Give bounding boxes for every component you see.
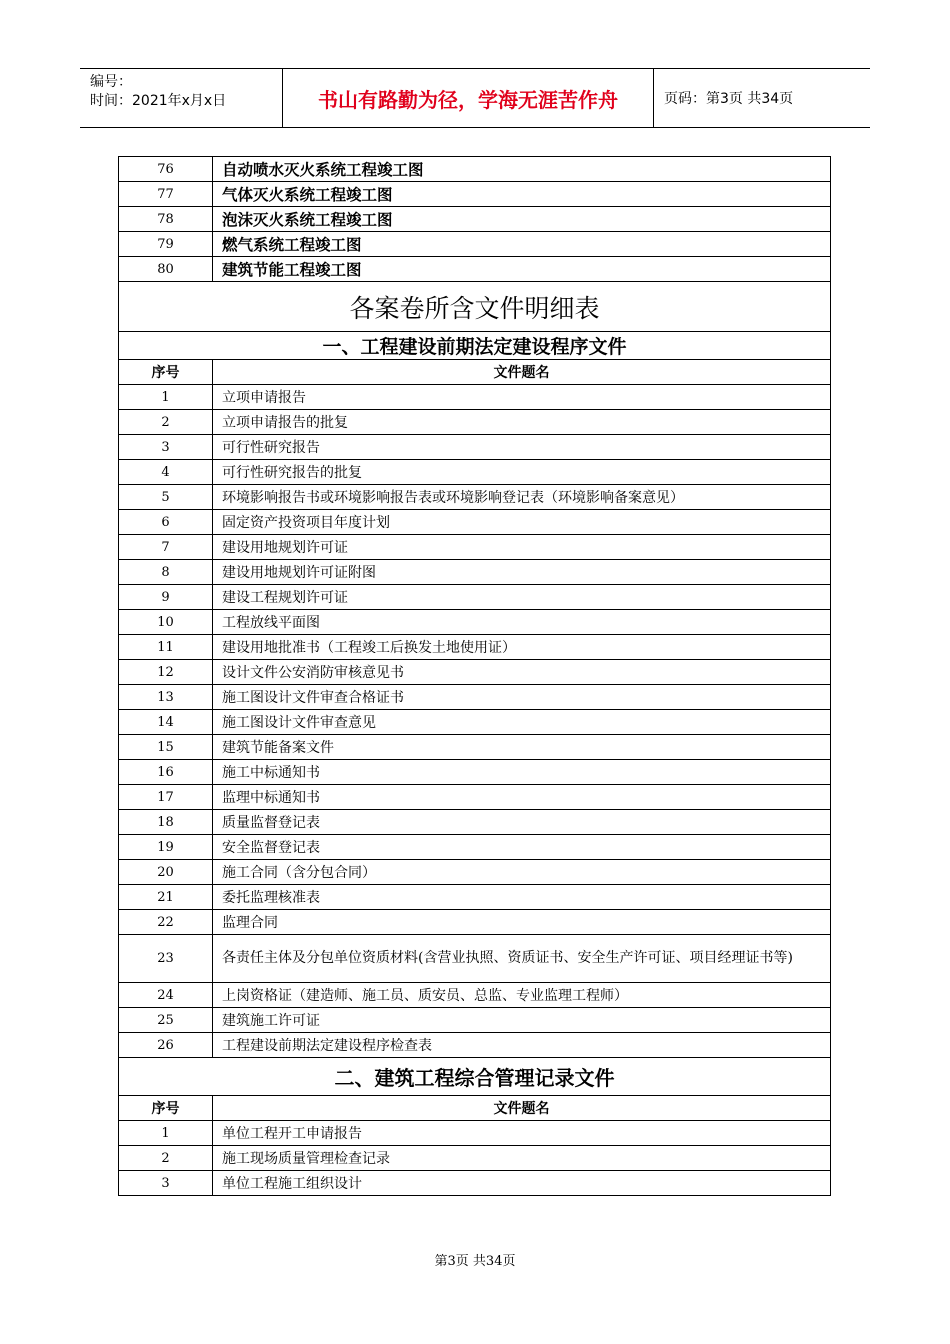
table-row (119, 410, 831, 435)
row-number: 17 (119, 785, 213, 810)
row-number: 3 (119, 1171, 213, 1196)
row-file-name: 建设用地规划许可证 (213, 535, 831, 560)
page-header (80, 68, 870, 128)
table-row (119, 1121, 831, 1146)
row-file-name: 建筑节能备案文件 (213, 735, 831, 760)
row-number: 26 (119, 1033, 213, 1058)
table-row (119, 385, 831, 410)
row-number: 10 (119, 610, 213, 635)
row-file-name: 气体灭火系统工程竣工图 (213, 182, 831, 207)
table-row (119, 535, 831, 560)
table-row (119, 635, 831, 660)
row-file-name: 自动喷水灭火系统工程竣工图 (213, 157, 831, 182)
table-row (119, 585, 831, 610)
file-list-body (119, 157, 831, 1196)
header-meta (80, 69, 282, 127)
row-file-name: 立项申请报告的批复 (213, 410, 831, 435)
row-file-name: 监理中标通知书 (213, 785, 831, 810)
row-number: 23 (119, 935, 213, 983)
page-footer: 第3页 共34页 (434, 1254, 516, 1269)
row-number: 21 (119, 885, 213, 910)
row-number: 19 (119, 835, 213, 860)
row-file-name: 建设用地批准书（工程竣工后换发土地使用证） (213, 635, 831, 660)
row-file-name: 各责任主体及分包单位资质材料(含营业执照、资质证书、安全生产许可证、项目经理证书等) (213, 935, 831, 983)
row-number: 20 (119, 860, 213, 885)
row-number: 25 (119, 1008, 213, 1033)
table-row (119, 785, 831, 810)
row-file-name: 施工图设计文件审查意见 (213, 710, 831, 735)
row-file-name: 工程建设前期法定建设程序检查表 (213, 1033, 831, 1058)
row-file-name: 上岗资格证（建造师、施工员、质安员、总监、专业监理工程师） (213, 983, 831, 1008)
row-file-name: 单位工程开工申请报告 (213, 1121, 831, 1146)
column-header-number: 序号 (119, 1096, 213, 1121)
row-file-name: 燃气系统工程竣工图 (213, 232, 831, 257)
row-number: 5 (119, 485, 213, 510)
row-number: 78 (119, 207, 213, 232)
row-file-name: 建筑节能工程竣工图 (213, 257, 831, 282)
row-number: 7 (119, 535, 213, 560)
row-file-name: 泡沫灭火系统工程竣工图 (213, 207, 831, 232)
column-header-number: 序号 (119, 360, 213, 385)
row-number: 2 (119, 1146, 213, 1171)
column-header-row (119, 1096, 831, 1121)
row-number: 1 (119, 385, 213, 410)
column-header-name: 文件题名 (213, 360, 831, 385)
table-row (119, 910, 831, 935)
row-number: 22 (119, 910, 213, 935)
row-file-name: 建设工程规划许可证 (213, 585, 831, 610)
row-file-name: 立项申请报告 (213, 385, 831, 410)
table-row (119, 460, 831, 485)
table-row (119, 560, 831, 585)
row-file-name: 可行性研究报告 (213, 435, 831, 460)
row-file-name: 施工现场质量管理检查记录 (213, 1146, 831, 1171)
table-title-row (119, 282, 831, 332)
table-row (119, 1033, 831, 1058)
table-row (119, 685, 831, 710)
column-header-name: 文件题名 (213, 1096, 831, 1121)
section2-title-row (119, 1058, 831, 1096)
table-row (119, 860, 831, 885)
table-row (119, 435, 831, 460)
header-page-label: 页码：第3页 共34页 (664, 91, 794, 107)
row-number: 1 (119, 1121, 213, 1146)
row-file-name: 建筑施工许可证 (213, 1008, 831, 1033)
section1-title-row (119, 332, 831, 360)
row-number: 76 (119, 157, 213, 182)
row-number: 80 (119, 257, 213, 282)
code-label: 编号： (90, 74, 132, 90)
row-file-name: 安全监督登记表 (213, 835, 831, 860)
table-row (119, 710, 831, 735)
row-number: 18 (119, 810, 213, 835)
table-row (119, 1171, 831, 1196)
table-row (119, 182, 831, 207)
time-label: 时间：2021年x月x日 (90, 93, 227, 109)
row-number: 24 (119, 983, 213, 1008)
row-number: 12 (119, 660, 213, 685)
row-number: 14 (119, 710, 213, 735)
table-row (119, 1146, 831, 1171)
row-number: 79 (119, 232, 213, 257)
row-number: 4 (119, 460, 213, 485)
table-row (119, 810, 831, 835)
table-row (119, 157, 831, 182)
section2-title: 二、建筑工程综合管理记录文件 (119, 1058, 831, 1096)
row-file-name: 委托监理核准表 (213, 885, 831, 910)
table-row (119, 885, 831, 910)
row-number: 2 (119, 410, 213, 435)
table-row (119, 232, 831, 257)
section1-title: 一、工程建设前期法定建设程序文件 (119, 332, 831, 360)
table-row (119, 760, 831, 785)
row-file-name: 施工图设计文件审查合格证书 (213, 685, 831, 710)
header-motto: 书山有路勤为径，学海无涯苦作舟 (282, 69, 654, 127)
row-file-name: 可行性研究报告的批复 (213, 460, 831, 485)
column-header-row (119, 360, 831, 385)
row-number: 8 (119, 560, 213, 585)
table-row (119, 485, 831, 510)
table-row (119, 257, 831, 282)
row-number: 16 (119, 760, 213, 785)
row-number: 11 (119, 635, 213, 660)
row-file-name: 监理合同 (213, 910, 831, 935)
table-row (119, 660, 831, 685)
table-row (119, 835, 831, 860)
row-file-name: 设计文件公安消防审核意见书 (213, 660, 831, 685)
row-number: 6 (119, 510, 213, 535)
table-title: 各案卷所含文件明细表 (119, 282, 831, 332)
row-file-name: 质量监督登记表 (213, 810, 831, 835)
file-list-table (118, 156, 831, 1196)
row-number: 3 (119, 435, 213, 460)
row-file-name: 固定资产投资项目年度计划 (213, 510, 831, 535)
row-number: 77 (119, 182, 213, 207)
row-file-name: 施工中标通知书 (213, 760, 831, 785)
table-row (119, 610, 831, 635)
row-file-name: 环境影响报告书或环境影响报告表或环境影响登记表（环境影响备案意见） (213, 485, 831, 510)
table-row (119, 735, 831, 760)
row-file-name: 工程放线平面图 (213, 610, 831, 635)
table-row (119, 983, 831, 1008)
row-number: 15 (119, 735, 213, 760)
table-row (119, 1008, 831, 1033)
table-row (119, 935, 831, 983)
row-file-name: 建设用地规划许可证附图 (213, 560, 831, 585)
row-number: 13 (119, 685, 213, 710)
row-file-name: 单位工程施工组织设计 (213, 1171, 831, 1196)
table-row (119, 510, 831, 535)
row-file-name: 施工合同（含分包合同） (213, 860, 831, 885)
table-row (119, 207, 831, 232)
row-number: 9 (119, 585, 213, 610)
